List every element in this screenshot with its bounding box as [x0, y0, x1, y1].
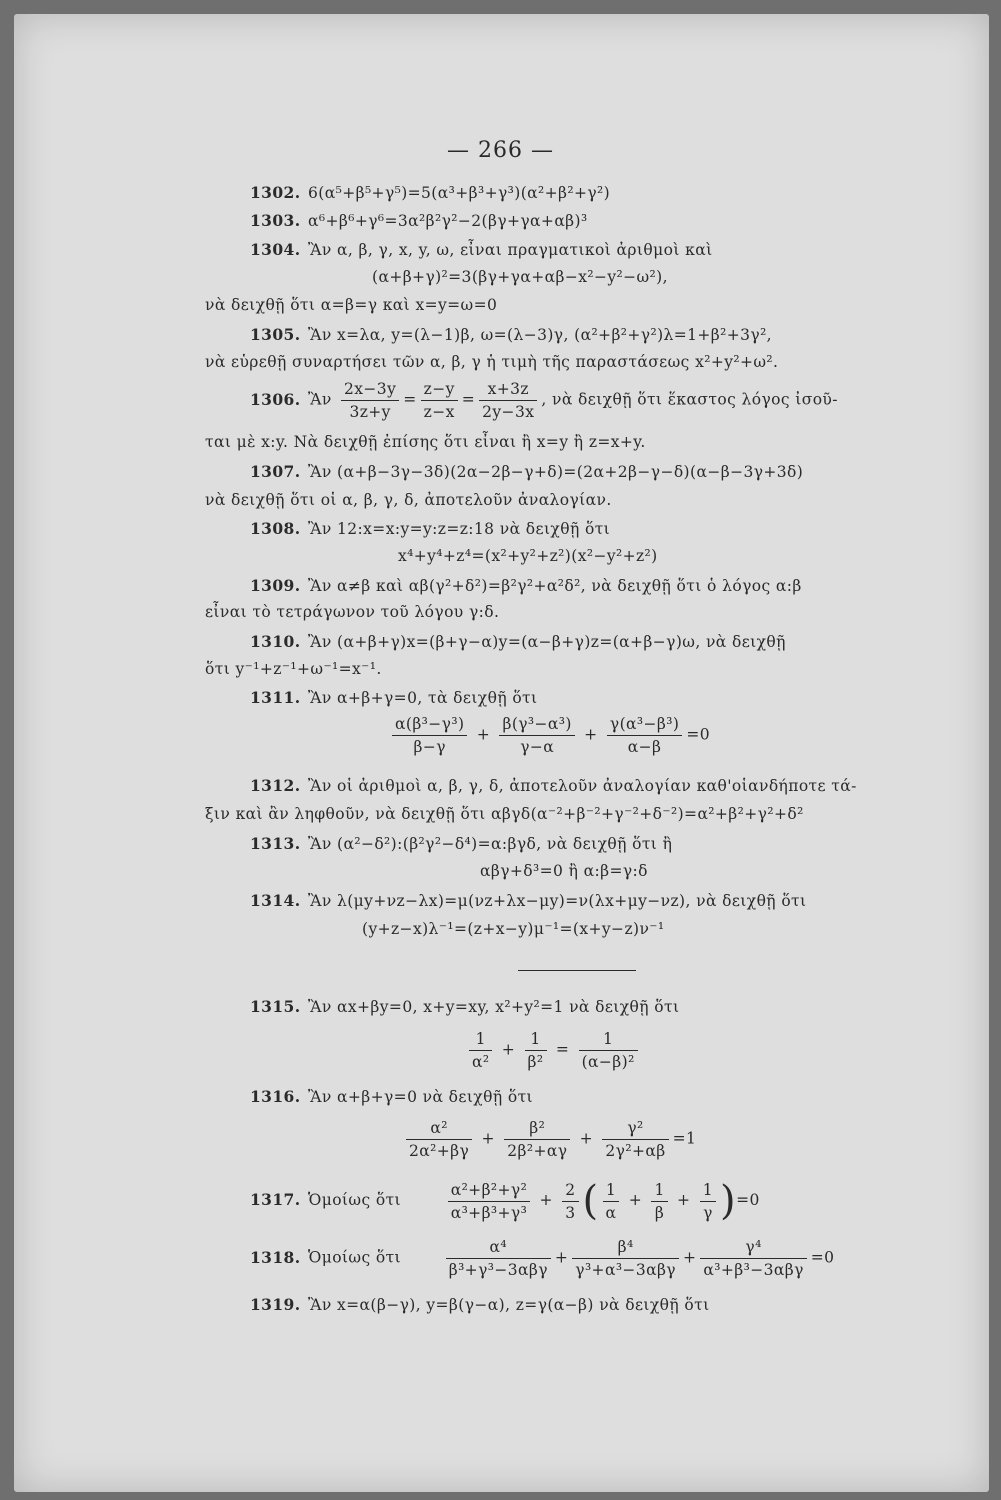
fraction: [446, 1236, 551, 1281]
denominator: 2y−3x: [482, 403, 535, 421]
left-paren: (: [582, 1178, 599, 1224]
numerator: 1: [579, 1028, 638, 1051]
page-number: — 266 —: [447, 138, 554, 163]
fraction: [700, 1236, 806, 1281]
problem-number: 1308.: [250, 519, 301, 538]
problem-number: 1310.: [250, 632, 301, 651]
problem-1312: [250, 776, 857, 795]
equation-tail: =0: [810, 1248, 835, 1267]
right-paren: ): [720, 1178, 737, 1224]
denominator: γ: [703, 1203, 713, 1222]
numerator: x+3z: [479, 378, 537, 401]
denominator: α³+β³−3αβγ: [703, 1261, 804, 1279]
fraction: [651, 1179, 667, 1224]
denominator: α: [605, 1203, 617, 1222]
problem-1306: 1306. Ἂν $\frac{2x-3y}{3z+y}$ = $\frac{z-y}{z-x}$ = $\frac{x+3z}{2y-3x}$ , νὰ δειχθῇ ὅτι ἕκαστος λόγος ἰσοῦ-: [250, 380, 838, 421]
fraction: [700, 1179, 716, 1224]
denominator: z−x: [423, 403, 455, 421]
problem-tail: , νὰ δειχθῇ ὅτι ἕκαστος λόγος ἰσοῦ-: [541, 390, 838, 409]
denominator: β²: [527, 1053, 544, 1071]
numerator: β²: [504, 1117, 570, 1140]
problem-1316-equation: $\frac{\text{α²}}{\text{2α²+βγ}}$ + $\frac{\text{β²}}{\text{2β²+αγ}}$ + $\frac{\text{γ²}}{\text{2γ²+αβ}}$ =1: [402, 1117, 696, 1162]
fraction: [504, 1117, 570, 1162]
numerator: 1: [603, 1179, 620, 1202]
problem-1307-continuation: νὰ δειχθῇ ὅτι οἱ α, β, γ, δ, ἀποτελοῦν ἀναλογίαν.: [205, 491, 612, 509]
fraction: [479, 378, 537, 423]
problem-text: Ἂν λ(μy+νz−λx)=μ(νz+λx−μy)=ν(λx+μy−νz), νὰ δειχθῇ ὅτι: [308, 892, 807, 910]
problem-number: 1305.: [250, 325, 301, 344]
problem-1305: [250, 325, 772, 344]
denominator: γ³+α³−3αβγ: [575, 1261, 676, 1279]
numerator: γ⁴: [700, 1236, 806, 1259]
fraction: [499, 713, 574, 758]
problem-number: 1314.: [250, 891, 301, 910]
problem-text: Ἂν αx+βy=0, x+y=xy, x²+y²=1 νὰ δειχθῇ ὅτι: [308, 998, 680, 1016]
problem-text: Ὁμοίως ὅτι: [308, 1248, 402, 1267]
problem-lead: Ἂν: [308, 390, 332, 409]
equation-tail: =1: [672, 1129, 697, 1148]
problem-number: 1313.: [250, 834, 301, 853]
numerator: 2: [562, 1179, 578, 1202]
numerator: α²: [406, 1117, 472, 1140]
denominator: (α−β)²: [581, 1053, 635, 1071]
problem-1319: [250, 1295, 710, 1314]
problem-number: 1311.: [250, 688, 301, 707]
problem-1313-equation: αβγ+δ³=0 ἢ α:β=γ:δ: [480, 862, 648, 880]
problem-1305-continuation: νὰ εὑρεθῇ συναρτήσει τῶν α, β, γ ἡ τιμὴ τῆς παραστάσεως x²+y²+ω².: [205, 353, 779, 371]
fraction: [562, 1179, 578, 1224]
problem-1308: [250, 519, 610, 538]
problem-1304-continuation: νὰ δειχθῇ ὅτι α=β=γ καὶ x=y=ω=0: [205, 296, 498, 314]
problem-text: α⁶+β⁶+γ⁶=3α²β²γ²−2(βγ+γα+αβ)³: [308, 212, 588, 230]
numerator: β(γ³−α³): [499, 713, 574, 736]
numerator: 1: [651, 1179, 667, 1202]
problem-1314: [250, 891, 807, 910]
fraction: [579, 1028, 638, 1073]
problem-number: 1307.: [250, 462, 301, 481]
numerator: 1: [700, 1179, 716, 1202]
denominator: α−β: [627, 738, 662, 756]
problem-1316: [250, 1087, 533, 1106]
problem-number: 1318.: [250, 1247, 301, 1267]
numerator: γ(α³−β³): [607, 713, 682, 736]
fraction: [525, 1028, 547, 1073]
denominator: α³+β³+γ³: [450, 1203, 528, 1222]
problem-number: 1304.: [250, 240, 301, 259]
numerator: α²+β²+γ²: [448, 1179, 531, 1202]
problem-1306-continuation: ται μὲ x:y. Νὰ δειχθῇ ἐπίσης ὅτι εἶναι ἢ x=y ἢ z=x+y.: [205, 433, 646, 451]
problem-1304-equation: (α+β+γ)²=3(βγ+γα+αβ−x²−y²−ω²),: [372, 268, 668, 286]
problem-text: Ἂν α+β+γ=0, τὰ δειχθῇ ὅτι: [308, 689, 538, 707]
problem-text: Ἂν x=λα, y=(λ−1)β, ω=(λ−3)γ, (α²+β²+γ²)λ=1+β²+3γ²,: [308, 326, 773, 344]
problem-text: Ἂν (α+β+γ)x=(β+γ−α)y=(α−β+γ)z=(α+β−γ)ω, νὰ δειχθῇ: [308, 633, 786, 651]
problem-1314-equation: (y+z−x)λ⁻¹=(z+x−y)μ⁻¹=(x+y−z)ν⁻¹: [362, 920, 665, 938]
fraction: [607, 713, 682, 758]
problem-text: Ἂν οἱ ἀριθμοὶ α, β, γ, δ, ἀποτελοῦν ἀναλογίαν καθ'οἱανδήποτε τά-: [308, 777, 857, 795]
problem-1318: 1318. Ὁμοίως ὅτι $\frac{\text{α⁴}}{\text{β³+γ³−3αβγ}}$ + $\frac{\text{β⁴}}{\text{γ³+α³−3αβγ}}$ + $\frac{\text{γ⁴}}{\text{α³+β³−3αβγ}}$ =0: [250, 1238, 835, 1279]
problem-1304: [250, 240, 713, 259]
problem-1307: [250, 462, 803, 481]
problem-1303: [250, 211, 588, 230]
numerator: γ²: [602, 1117, 668, 1140]
problem-text: Ἂν α, β, γ, x, y, ω, εἶναι πραγματικοὶ ἀριθμοὶ καὶ: [308, 241, 713, 259]
problem-number: 1306.: [250, 389, 301, 409]
fraction: [421, 378, 458, 423]
denominator: 2γ²+αβ: [605, 1142, 666, 1160]
problem-1302: [250, 183, 610, 202]
denominator: 3: [565, 1203, 576, 1222]
problem-1311-equation: $\frac{\text{α(β³−γ³)}}{\beta-\gamma}$ + $\frac{\text{β(γ³−α³)}}{\gamma-\alpha}$ + $\frac{\text{γ(α³−β³)}}{\alpha-\beta}$ =0: [388, 713, 710, 758]
problem-1313: [250, 834, 672, 853]
problem-text: Ἂν x=α(β−γ), y=β(γ−α), z=γ(α−β) νὰ δειχθῇ ὅτι: [308, 1296, 710, 1314]
numerator: 1: [469, 1028, 492, 1051]
problem-text: Ἂν 12:x=x:y=y:z=z:18 νὰ δειχθῇ ὅτι: [308, 520, 611, 538]
problem-1308-equation: x⁴+y⁴+z⁴=(x²+y²+z²)(x²−y²+z²): [398, 547, 658, 565]
denominator: β³+γ³−3αβγ: [448, 1261, 548, 1279]
fraction: [406, 1117, 472, 1162]
problem-1312-continuation: ξιν καὶ ἂν ληφθοῦν, νὰ δειχθῇ ὅτι αβγδ(α⁻²+β⁻²+γ⁻²+δ⁻²)=α²+β²+γ²+δ²: [205, 805, 804, 823]
numerator: α(β³−γ³): [392, 713, 467, 736]
problem-text: 6(α⁵+β⁵+γ⁵)=5(α³+β³+γ³)(α²+β²+γ²): [308, 184, 611, 202]
numerator: 1: [525, 1028, 547, 1051]
problem-1310: [250, 632, 786, 651]
problem-number: 1319.: [250, 1295, 301, 1314]
numerator: α⁴: [446, 1236, 551, 1259]
problem-1315: [250, 997, 679, 1016]
problem-1310-continuation: ὅτι y⁻¹+z⁻¹+ω⁻¹=x⁻¹.: [205, 660, 382, 678]
fraction: [392, 713, 467, 758]
problem-number: 1312.: [250, 776, 301, 795]
problem-number: 1315.: [250, 997, 301, 1016]
fraction: [602, 1117, 668, 1162]
numerator: β⁴: [572, 1236, 679, 1259]
fraction: [448, 1179, 531, 1224]
problem-1317: 1317. Ὁμοίως ὅτι $\frac{\text{α²+β²+γ²}}{\text{α³+β³+γ³}}$ + $\frac{2}{3}$ ( $\frac{1}{\alpha}$ + $\frac{1}{\beta}$ + $\frac{1}{\gamma}$ )=0: [250, 1178, 760, 1224]
fraction: [469, 1028, 492, 1073]
fraction: [341, 378, 399, 423]
problem-text: Ἂν α+β+γ=0 νὰ δειχθῇ ὅτι: [308, 1088, 534, 1106]
problem-1311: [250, 688, 538, 707]
problem-number: 1317.: [250, 1190, 301, 1209]
equation-tail: =0: [686, 725, 710, 744]
denominator: γ−α: [520, 738, 555, 756]
numerator: 2x−3y: [341, 378, 399, 401]
denominator: 3z+y: [349, 403, 391, 421]
problem-number: 1309.: [250, 576, 301, 595]
section-divider: [518, 970, 636, 971]
problem-text: Ἂν α≠β καὶ αβ(γ²+δ²)=β²γ²+α²δ², νὰ δειχθῇ ὅτι ὁ λόγος α:β: [308, 577, 802, 595]
problem-text: Ἂν (α²−δ²):(β²γ²−δ⁴)=α:βγδ, νὰ δειχθῇ ὅτι ἢ: [308, 835, 673, 853]
problem-text: Ὁμοίως ὅτι: [308, 1191, 402, 1209]
problem-number: 1303.: [250, 211, 301, 230]
denominator: α²: [472, 1053, 490, 1071]
denominator: 2β²+αγ: [507, 1142, 568, 1160]
problem-number: 1302.: [250, 183, 301, 202]
equation-tail: =0: [736, 1191, 760, 1209]
denominator: 2α²+βγ: [409, 1142, 470, 1160]
problem-1309-continuation: εἶναι τὸ τετράγωνον τοῦ λόγου γ:δ.: [205, 603, 500, 621]
problem-1309: [250, 576, 802, 595]
numerator: z−y: [421, 378, 458, 401]
denominator: β: [654, 1203, 665, 1222]
problem-text: Ἂν (α+β−3γ−3δ)(2α−2β−γ+δ)=(2α+2β−γ−δ)(α−β−3γ+3δ): [308, 463, 804, 481]
fraction: [603, 1179, 620, 1224]
fraction: [572, 1236, 679, 1281]
problem-number: 1316.: [250, 1087, 301, 1106]
problem-1315-equation: $\frac{1}{\text{α²}}$ + $\frac{1}{\text{β²}}$ = $\frac{1}{\text{(α−β)²}}$: [465, 1028, 642, 1073]
denominator: β−γ: [413, 738, 446, 756]
